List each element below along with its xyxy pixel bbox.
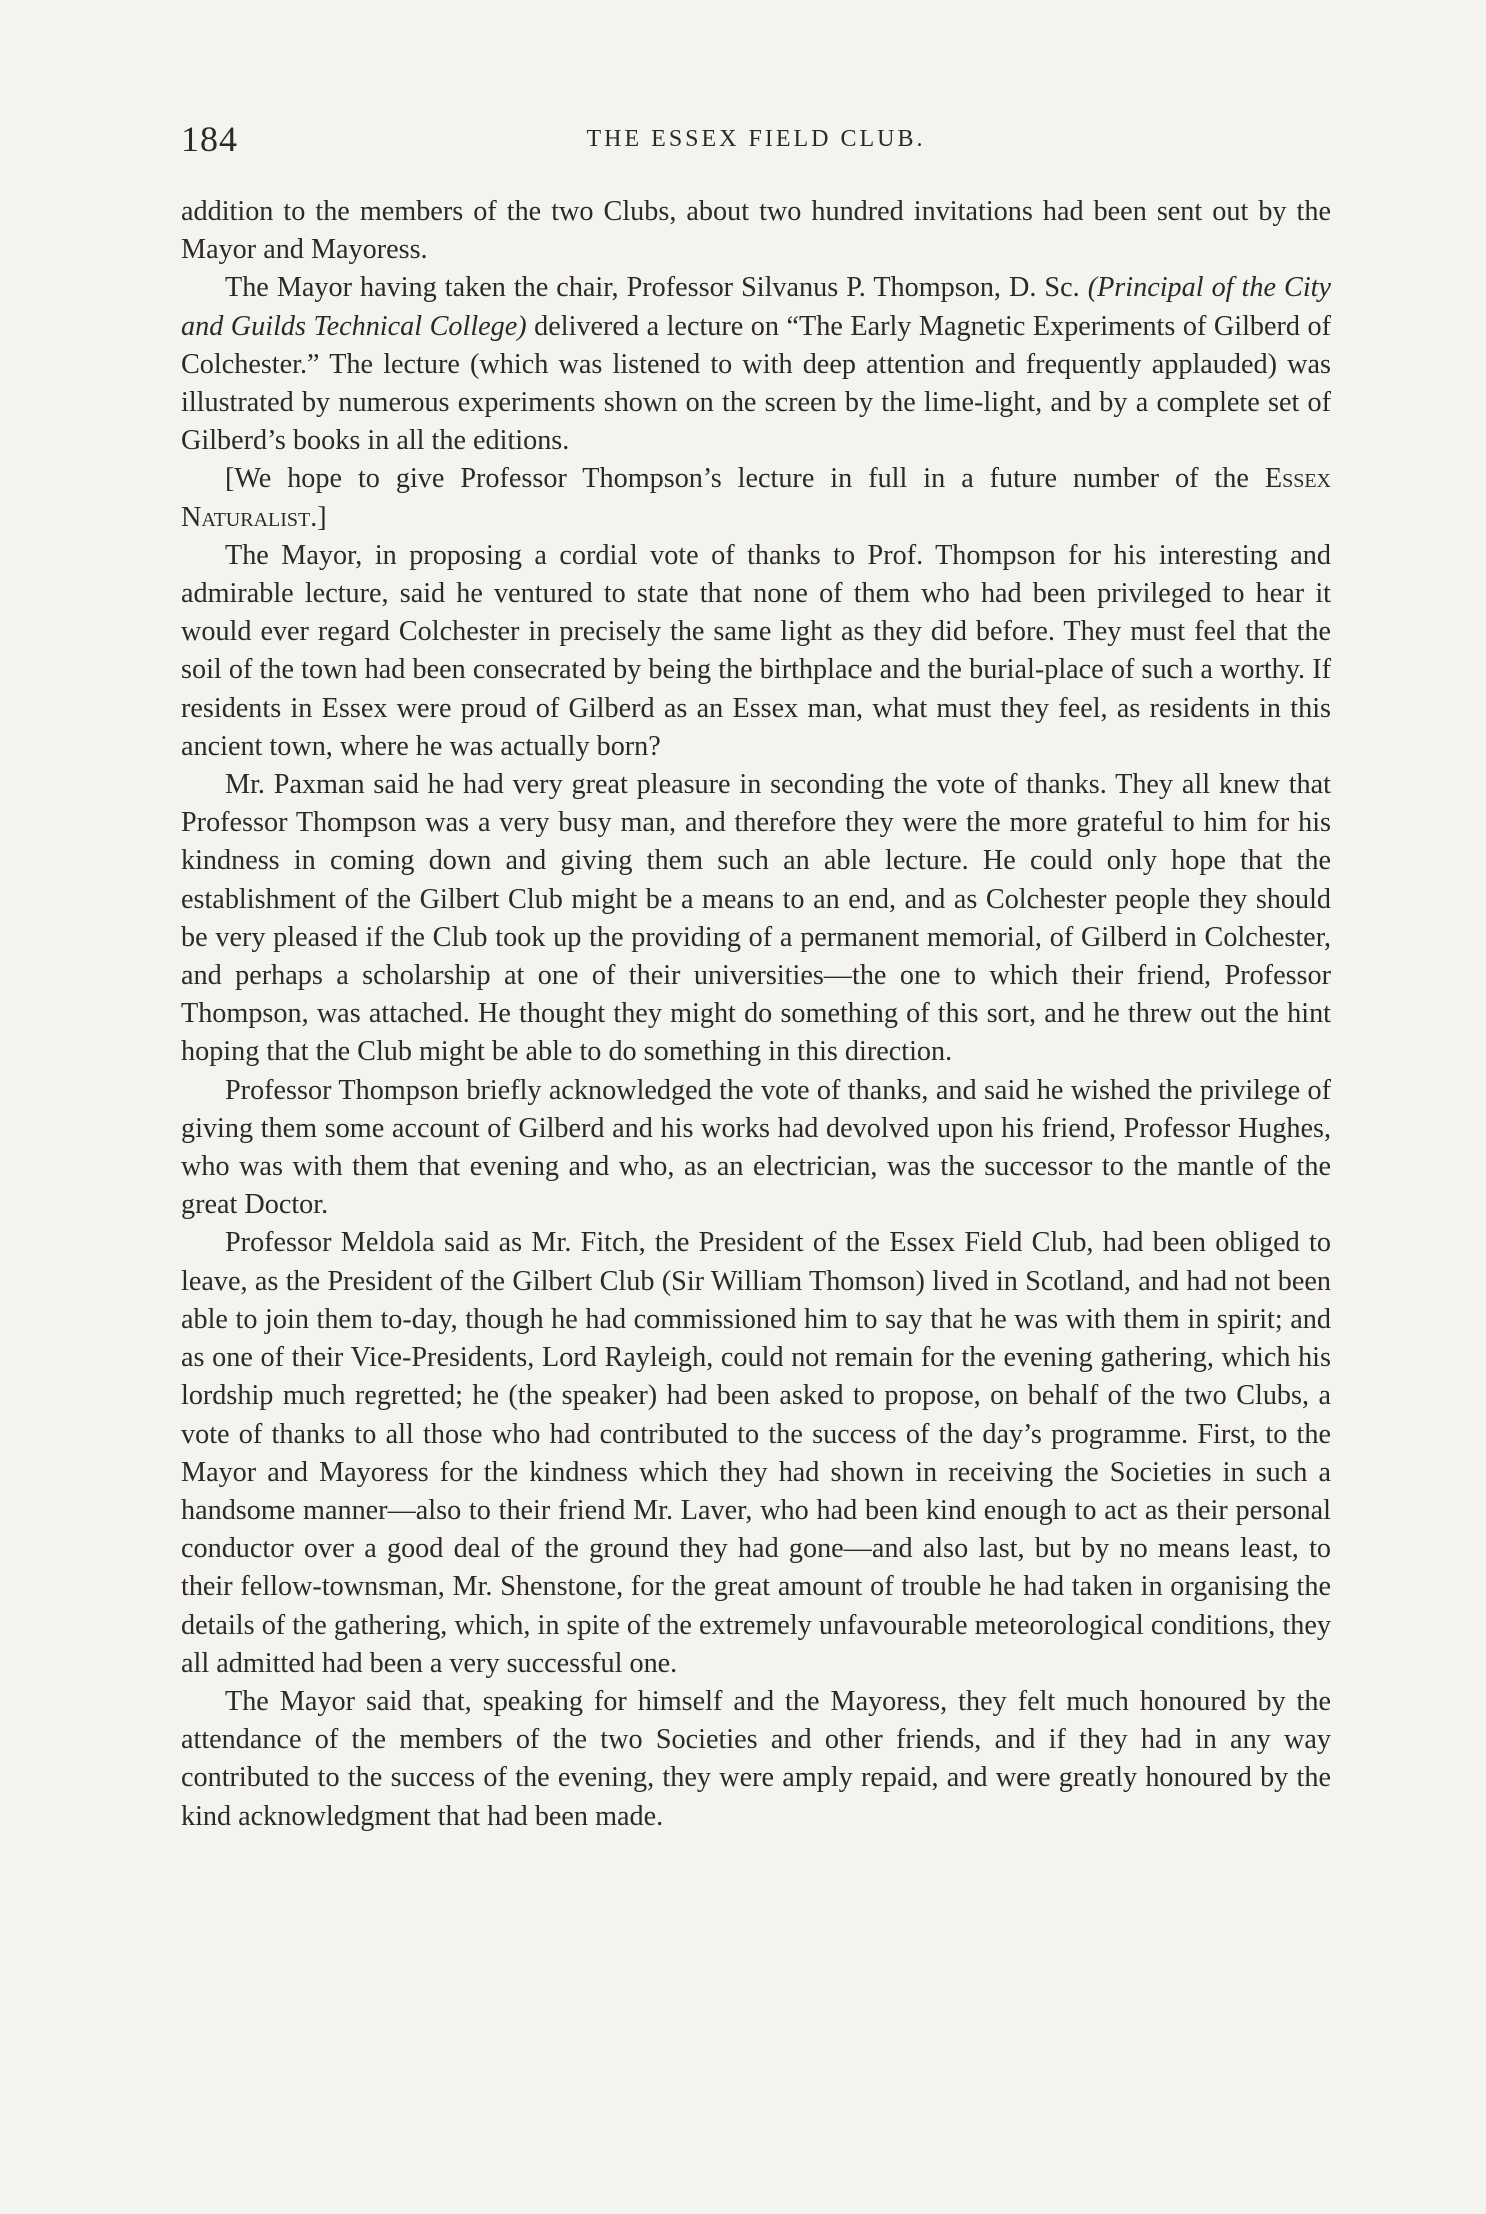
paragraph-editorial-note <box>181 460 1331 536</box>
journal-title: Essex Naturalist <box>181 463 1331 533</box>
paragraph-lecture-intro <box>181 269 1331 460</box>
paragraph-paxman: Mr. Paxman said he had very great pleasure in seconding the vote of thanks. They all knew that Professor Thompson was a very busy man, and therefore they were the more grateful to him for his kindness in coming down and giving them such an able lecture. He could only hope that the establishment of the Gilbert Club might be a means to an end, and as Colchester people they should be very pleased if the Club took up the providing of a permanent memorial, of Gilberd in Colchester, and perhaps a scholarship at one of their universities—the one to which their friend, Professor Thompson, was attached. He thought they might do something of this sort, and he threw out the hint hoping that the Club might be able to do something in this direction. <box>181 769 1331 1068</box>
editorial-note-end: .] <box>310 501 327 533</box>
page-header <box>181 118 1331 168</box>
paragraph-thompson-reply: Professor Thompson briefly acknowledged the vote of thanks, and said he wished the privilege of giving them some account of Gilberd and his works had devolved upon his friend, Professor Hughes, who was with them that evening and who, as an electrician, was the successor to the mantle of the great Doctor. <box>181 1074 1331 1221</box>
body-text <box>181 193 1331 1836</box>
editorial-note-text: [We hope to give Professor Thompson’s lecture in full in a future number of the <box>225 463 1265 495</box>
paragraph-mayor-closing: The Mayor said that, speaking for himself and the Mayoress, they felt much honoured by the attendance of the members of the two Societies and other friends, and if they had in any way contributed to the success of the evening, they were amply repaid, and were greatly honoured by the kind acknowledgment that had been made. <box>181 1685 1331 1832</box>
paragraph-mayor-vote: The Mayor, in proposing a cordial vote of thanks to Prof. Thompson for his interesting and admirable lecture, said he ventured to state that none of them who had been privileged to hear it would ever regard Colchester in precisely the same light as they did before. They must feel that the soil of the town had been consecrated by being the birthplace and the burial-place of such a worthy. If residents in Essex were proud of Gilberd as an Essex man, what must they feel, as residents in this ancient town, where he was actually born? <box>181 539 1331 762</box>
institution-title: (Principal of the City and Guilds Technical College) <box>181 272 1331 342</box>
running-title: THE ESSEX FIELD CLUB. <box>586 126 926 152</box>
page-number: 184 <box>181 119 238 159</box>
paragraph-continuation: addition to the members of the two Clubs, about two hundred invitations had been sent out by the Mayor and Mayoress. <box>181 196 1331 266</box>
lecture-intro-text: The Mayor having taken the chair, Professor Silvanus P. Thompson, D. Sc. <box>225 272 1088 304</box>
lecture-intro-text-continued: delivered a lecture on “The Early Magnetic Experiments of Gilberd of Colchester.” The lecture (which was listened to with deep attention and frequently applauded) was illustrated by numerous experiments shown on the screen by the lime-light, and by a complete set of Gilberd’s books in all the editions. <box>181 310 1331 457</box>
paragraph-meldola: Professor Meldola said as Mr. Fitch, the President of the Essex Field Club, had been obliged to leave, as the President of the Gilbert Club (Sir William Thomson) lived in Scotland, and had not been able to join them to-day, though he had commissioned him to say that he was with them in spirit; and as one of their Vice-Presidents, Lord Rayleigh, could not remain for the evening gathering, which his lordship much regretted; he (the speaker) had been asked to propose, on behalf of the two Clubs, a vote of thanks to all those who had contributed to the success of the day’s programme. First, to the Mayor and Mayoress for the kindness which they had shown in receiving the Societies in such a handsome manner—also to their friend Mr. Laver, who had been kind enough to act as their personal conductor over a good deal of the ground they had gone—and also last, but by no means least, to their fellow-townsman, Mr. Shenstone, for the great amount of trouble he had taken in organising the details of the gathering, which, in spite of the extremely unfavourable meteorological conditions, they all admitted had been a very successful one. <box>181 1227 1331 1679</box>
